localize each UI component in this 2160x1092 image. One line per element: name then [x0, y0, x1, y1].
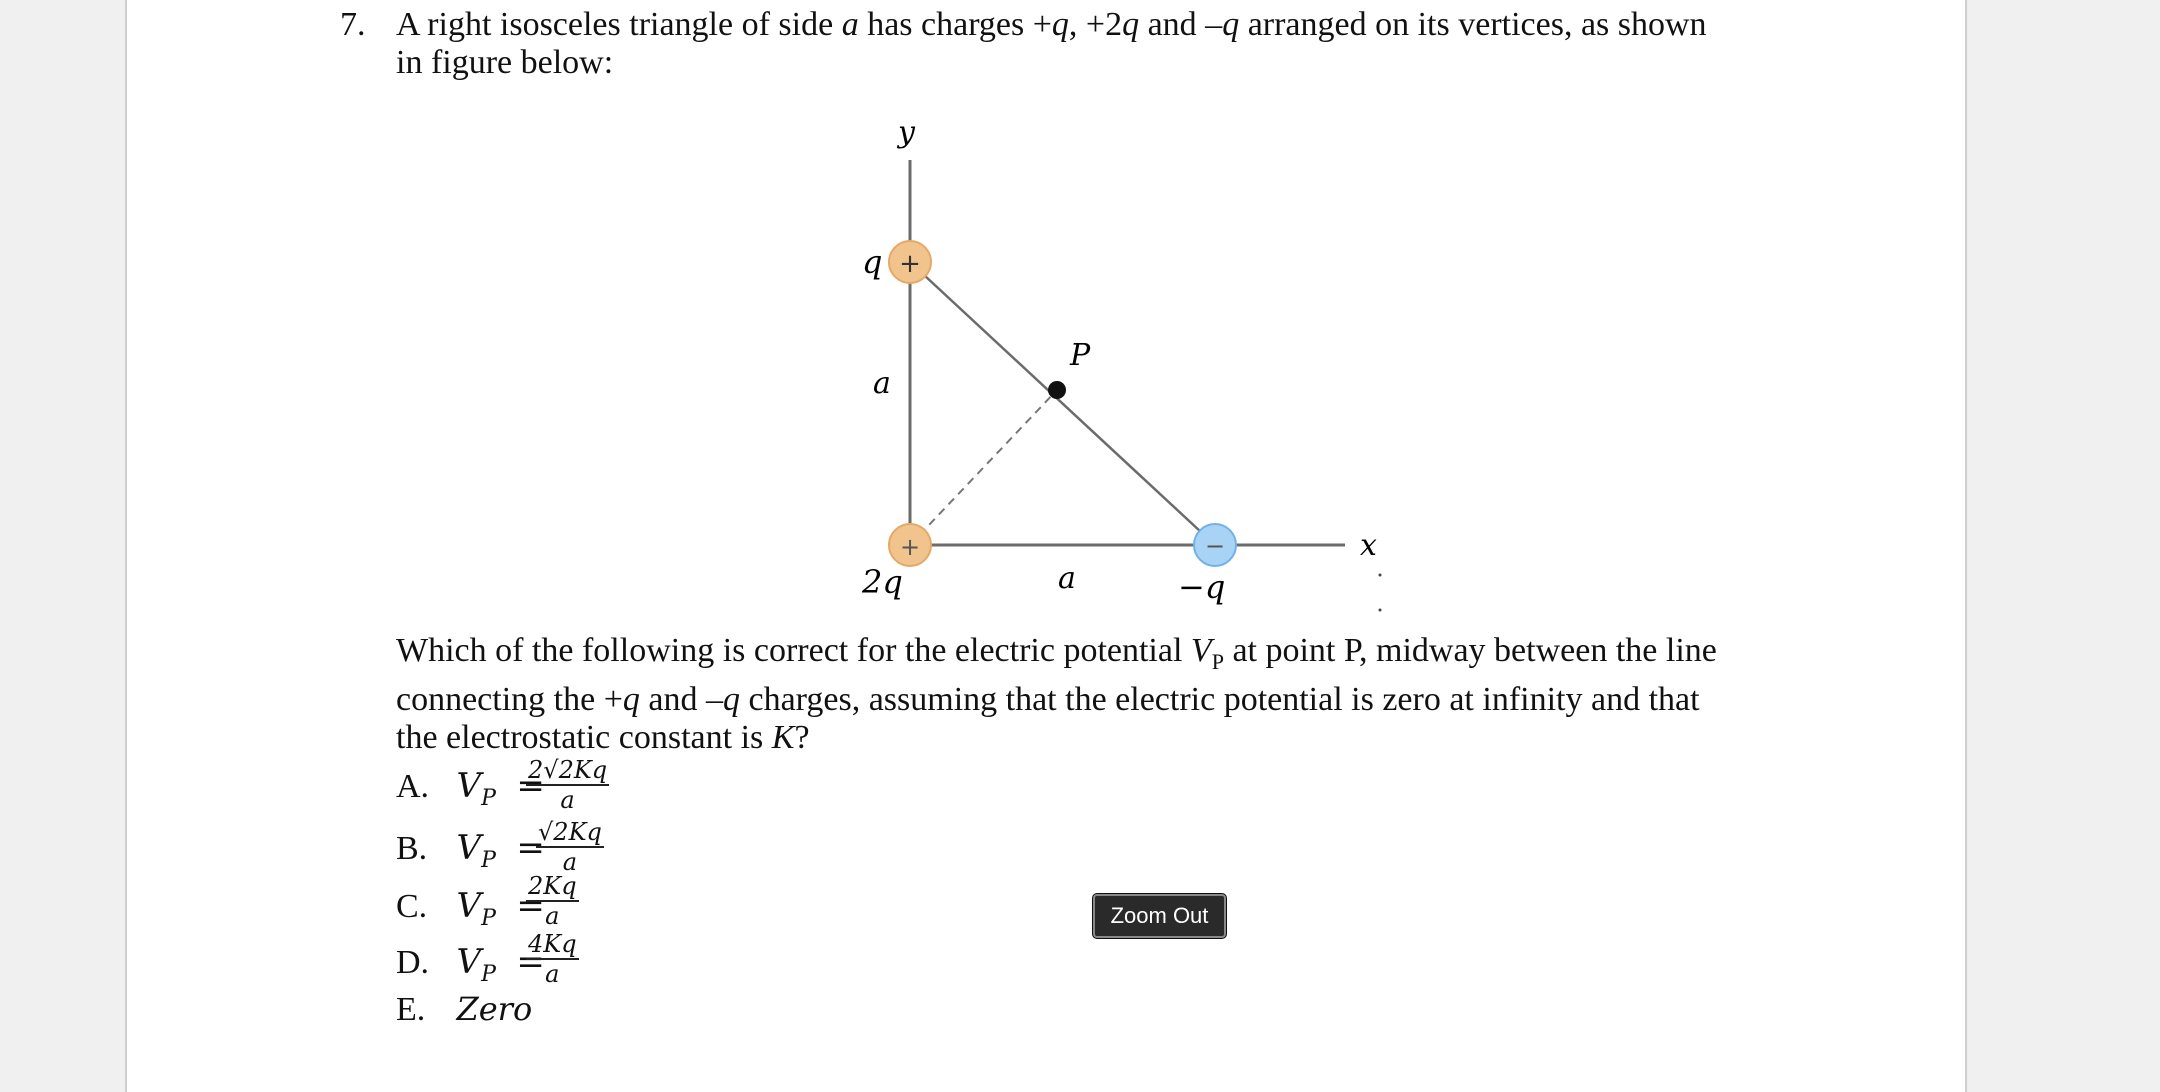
charge-origin-sign: + [899, 533, 921, 561]
zoom-out-button[interactable]: Zoom Out [1093, 894, 1226, 938]
charge-top-sign: + [899, 249, 921, 279]
triangle-charges-figure [820, 110, 1400, 630]
figure-svg [820, 110, 1400, 630]
question-number: 7. [340, 6, 366, 43]
side-horizontal-label: a [1058, 561, 1076, 596]
point-p-dot [1048, 381, 1066, 399]
question-prompt: Which of the following is correct for the electric potential $V_P$ at point P, midway between the line connecting the +q and –q charges, assuming that the electric potential is zero at infinity and that the electrostatic constant is K? [396, 632, 1717, 756]
dashed-line-to-p [910, 390, 1057, 545]
choice-b[interactable]: B. $V_P$ = $\frac{√2Kq}{a}$ [396, 818, 602, 876]
x-axis-label: x [1360, 528, 1377, 563]
charge-right-label: −q [1178, 568, 1226, 606]
point-p-label: P [1070, 338, 1091, 373]
stray-dot [1379, 574, 1382, 577]
fraction-a: $\frac{2√2Kq}{a}$ [528, 756, 608, 814]
choice-d[interactable]: D. $V_P$ = $\frac{4Kq}{a}$ [396, 930, 577, 988]
fraction-c: $\frac{2Kq}{a}$ [528, 872, 577, 930]
charge-right-sign: − [1204, 532, 1226, 560]
choice-a[interactable]: A. $V_P$ = $\frac{2√2Kq}{a}$ [396, 756, 608, 814]
charge-top-label: q [862, 243, 883, 281]
choice-c[interactable]: C. $V_P$ = $\frac{2Kq}{a}$ [396, 872, 577, 931]
hypotenuse-line [910, 262, 1215, 545]
stray-dot [1379, 609, 1382, 612]
y-axis-label: y [898, 115, 915, 150]
fraction-b: $\frac{√2Kq}{a}$ [538, 818, 602, 876]
charge-origin-label: 2q [862, 563, 903, 601]
side-vertical-label: a [873, 366, 891, 401]
question-intro: A right isosceles triangle of side a has charges +q, +2q and –q arranged on its vertices, as shown in figure below: [396, 6, 1707, 81]
choice-e[interactable]: E. Zero [396, 990, 533, 1028]
fraction-d: $\frac{4Kq}{a}$ [528, 930, 577, 988]
